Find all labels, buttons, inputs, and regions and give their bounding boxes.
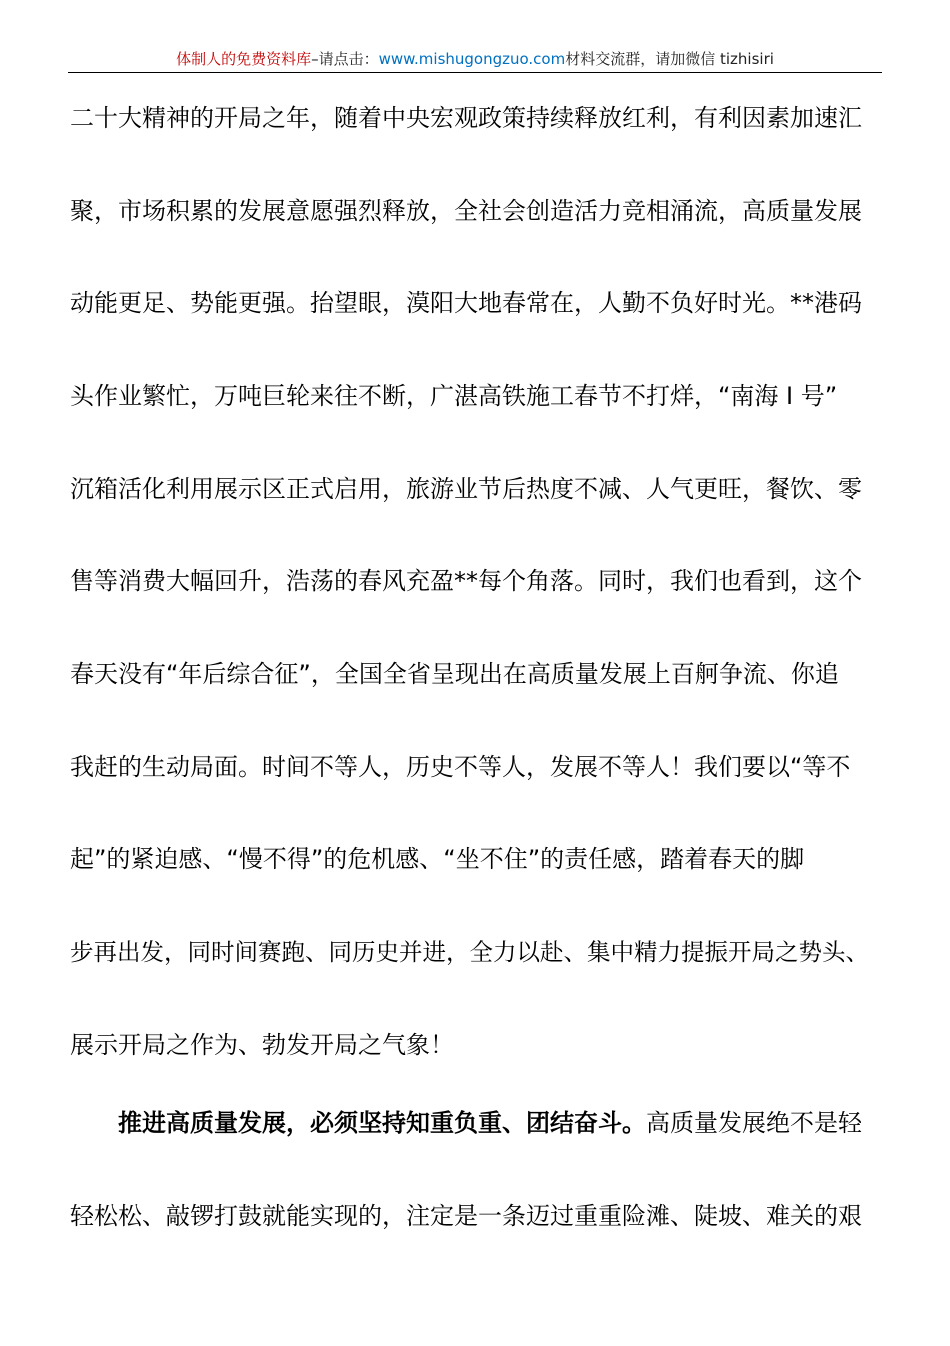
- body-line-7: 春天没有“年后综合征”，全国全省呈现出在高质量发展上百舸争流、你追: [70, 660, 839, 688]
- header-divider: [68, 72, 882, 73]
- paragraph-2-heading: 推进高质量发展，必须坚持知重负重、团结奋斗。: [118, 1109, 646, 1137]
- body-line-10: 步再出发，同时间赛跑、同历史并进，全力以赴、集中精力提振开局之势头、: [70, 938, 869, 966]
- body-line-5: 沉箱活化利用展示区正式启用，旅游业节后热度不减、人气更旺，餐饮、零: [70, 475, 862, 503]
- body-line-11: 展示开局之作为、勃发开局之气象！: [70, 1031, 454, 1059]
- paragraph-2-line-2: 轻松松、敲锣打鼓就能实现的，注定是一条迈过重重险滩、陡坡、难关的艰: [70, 1202, 862, 1230]
- body-line-3: 动能更足、势能更强。抬望眼，漠阳大地春常在，人勤不负好时光。**港码: [70, 289, 862, 317]
- header-brand: 体制人的免费资料库: [176, 50, 312, 68]
- body-line-2: 聚，市场积累的发展意愿强烈释放，全社会创造活力竞相涌流，高质量发展: [70, 197, 862, 225]
- header-url-link[interactable]: www.mishugongzuo.com: [378, 50, 566, 68]
- body-line-6: 售等消费大幅回升，浩荡的春风充盈**每个角落。同时，我们也看到，这个: [70, 567, 862, 595]
- header-wechat-note: 材料交流群，请加微信 tizhisiri: [565, 50, 774, 68]
- header-separator: –请点击：: [311, 50, 379, 68]
- body-line-1: 二十大精神的开局之年，随着中央宏观政策持续释放红利，有利因素加速汇: [70, 104, 862, 132]
- body-line-4: 头作业繁忙，万吨巨轮来往不断，广湛高铁施工春节不打烊，“南海 I 号”: [70, 382, 838, 410]
- paragraph-2-text: 高质量发展绝不是轻: [646, 1109, 862, 1137]
- paragraph-2-first-line: [118, 1103, 862, 1143]
- body-line-9: 起”的紧迫感、“慢不得”的危机感、“坐不住”的责任感，踏着春天的脚: [70, 845, 805, 873]
- page-header: [68, 46, 882, 72]
- body-line-8: 我赶的生动局面。时间不等人，历史不等人，发展不等人！我们要以“等不: [70, 753, 851, 781]
